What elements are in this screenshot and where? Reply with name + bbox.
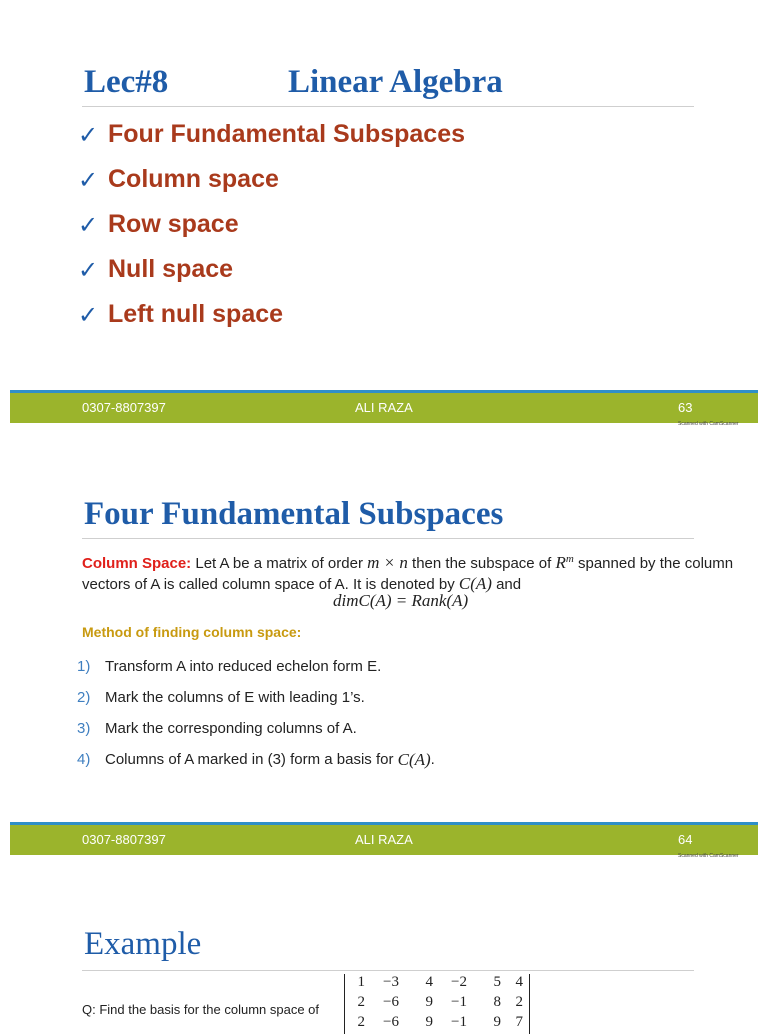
matrix-cell: −1 — [451, 1014, 467, 1030]
list-item — [77, 713, 435, 744]
slide-64 — [0, 432, 768, 864]
footer-page-number: 64 — [678, 832, 693, 847]
footer-phone: 0307-8807397 — [82, 832, 166, 847]
definition-text: and — [491, 576, 522, 593]
list-item — [78, 112, 465, 157]
list-item-label: Row space — [108, 210, 239, 238]
list-item-label: Null space — [108, 255, 234, 283]
checkmark-icon: ✓ — [78, 300, 99, 329]
course-title: Linear Algebra — [288, 64, 503, 100]
scanner-watermark: Scanned with CamScanner — [678, 421, 739, 427]
topic-list — [78, 112, 465, 337]
method-steps — [77, 651, 435, 775]
list-item — [77, 651, 435, 682]
checkmark-icon: ✓ — [78, 255, 99, 284]
list-item — [78, 247, 465, 292]
matrix-cell: −3 — [383, 974, 399, 990]
math-order: m × n — [367, 553, 408, 572]
step-text: Columns of A marked in (3) form a basis for — [105, 751, 394, 768]
list-item — [78, 157, 465, 202]
slide-title: Example — [84, 926, 202, 962]
matrix-cell: −1 — [451, 994, 467, 1010]
slide-title: Four Fundamental Subspaces — [84, 496, 504, 532]
matrix-cell: 9 — [425, 994, 433, 1010]
slide-65 — [0, 864, 768, 1030]
slide-63 — [0, 0, 768, 432]
dimension-equation: dimC(A) = Rank(A) — [333, 591, 469, 610]
title-divider — [82, 970, 694, 971]
matrix-cell: −2 — [451, 974, 467, 990]
math-column-space: C(A) — [397, 749, 431, 769]
title-divider — [82, 538, 694, 539]
list-item — [78, 202, 465, 247]
footer-phone: 0307-8807397 — [82, 400, 166, 415]
step-number: 4) — [77, 751, 91, 768]
matrix-row — [351, 974, 523, 994]
step-text: Mark the corresponding columns of A. — [105, 720, 357, 737]
footer-page-number: 63 — [678, 400, 693, 415]
matrix-cell: −6 — [383, 1014, 399, 1030]
lecture-number: Lec#8 — [84, 64, 169, 100]
matrix-cell: 2 — [357, 994, 365, 1010]
definition-text: spanned by the column vectors of A is called column space of A. It is denoted by — [82, 555, 734, 593]
math-space: R — [555, 553, 566, 572]
slide-footer — [10, 390, 758, 423]
definition-label: Column Space: — [82, 555, 192, 572]
matrix-cell: 4 — [515, 974, 523, 990]
footer-author: ALI RAZA — [355, 400, 413, 415]
matrix-row — [351, 994, 523, 1014]
list-item-label: Column space — [108, 165, 279, 193]
definition-text: Let A be a matrix of order — [191, 555, 368, 572]
step-number: 2) — [77, 689, 91, 706]
definition-paragraph — [82, 549, 762, 595]
checkmark-icon: ✓ — [78, 210, 99, 239]
matrix-A — [344, 974, 530, 1034]
step-number: 3) — [77, 720, 91, 737]
list-item — [77, 682, 435, 713]
matrix-cell: 8 — [493, 994, 501, 1010]
scanner-watermark: Scanned with CamScanner — [678, 853, 739, 859]
list-item — [78, 292, 465, 337]
step-text: Transform A into reduced echelon form E. — [105, 658, 382, 675]
method-heading: Method of finding column space: — [82, 624, 302, 640]
matrix-cell: 9 — [425, 1014, 433, 1030]
checkmark-icon: ✓ — [78, 165, 99, 194]
checkmark-icon: ✓ — [78, 120, 99, 149]
matrix-cell: 5 — [493, 974, 501, 990]
math-exponent: m — [565, 553, 574, 565]
math-column-space: C(A) — [458, 574, 492, 593]
slide-footer — [10, 822, 758, 855]
step-end: . — [430, 751, 435, 768]
matrix-cell: 1 — [357, 974, 365, 990]
list-item-label: Four Fundamental Subspaces — [108, 120, 466, 148]
matrix-row — [351, 1014, 523, 1034]
title-divider — [82, 106, 694, 107]
matrix-cell: −6 — [383, 994, 399, 1010]
matrix-cell: 7 — [515, 1014, 523, 1030]
matrix-cell: 2 — [515, 994, 523, 1010]
example-question: Q: Find the basis for the column space of — [82, 1002, 320, 1017]
matrix-cell: 2 — [357, 1014, 365, 1030]
list-item-label: Left null space — [108, 300, 284, 328]
list-item — [77, 744, 435, 775]
step-number: 1) — [77, 658, 91, 675]
matrix-cell: 4 — [425, 974, 433, 990]
footer-author: ALI RAZA — [355, 832, 413, 847]
definition-text: then the subspace of — [407, 555, 556, 572]
matrix-cell: 9 — [493, 1014, 501, 1030]
step-text: Mark the columns of E with leading 1’s. — [105, 689, 365, 706]
